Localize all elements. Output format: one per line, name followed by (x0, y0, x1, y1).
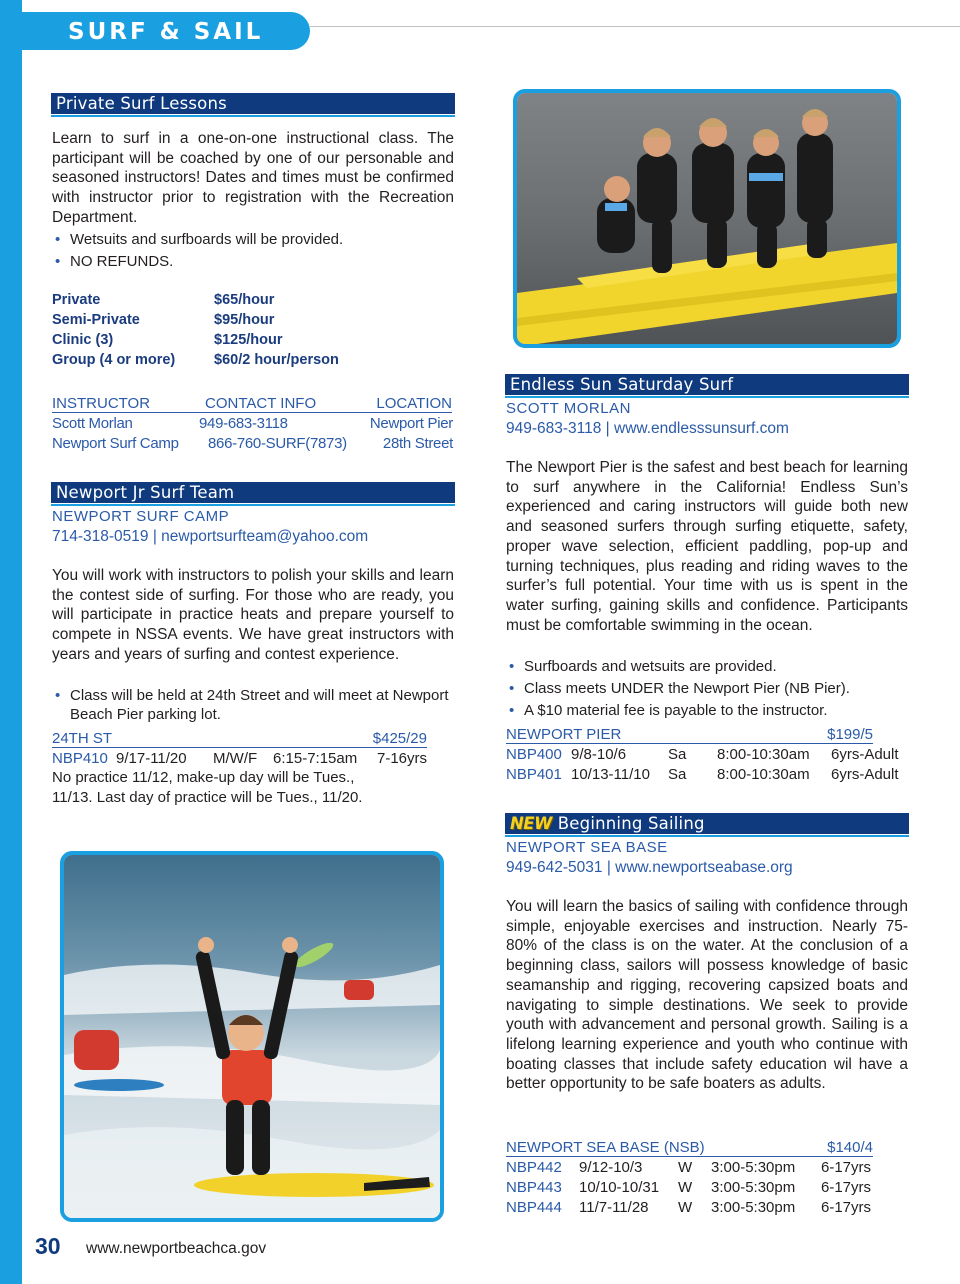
col-instructor: INSTRUCTOR (52, 395, 151, 412)
course-time: 3:00-5:30pm (711, 1179, 796, 1196)
instructor-table-header (52, 394, 452, 413)
course-code: NBP443 (506, 1179, 562, 1196)
price-label-group: Group (4 or more) (52, 352, 176, 368)
jr-bullet-location: • Class will be held at 24th Street and will meet at Newport Beach Pier parking lot. (52, 686, 454, 724)
instructor-location: Newport Pier (369, 415, 453, 432)
endless-contact: 949-683-3118 | www.endlesssunsurf.com (506, 420, 789, 437)
private-bullet-refunds: • NO REFUNDS. (52, 252, 452, 271)
instructor-location: 28th Street (382, 435, 453, 452)
footer-website[interactable]: www.newportbeachca.gov (86, 1240, 267, 1257)
course-dates: 9/12-10/3 (579, 1159, 643, 1176)
course-days: Sa (668, 766, 687, 783)
page-edge-bar (0, 0, 22, 1284)
course-time: 3:00-5:30pm (711, 1199, 796, 1216)
course-days: W (678, 1159, 693, 1176)
course-code: NBP410 (52, 750, 108, 767)
course-time: 8:00-10:30am (717, 766, 810, 783)
beginning-sailing-title: Beginning Sailing (557, 814, 705, 833)
price-label-private: Private (52, 292, 101, 308)
course-dates: 9/8-10/6 (571, 746, 627, 763)
jr-fee: $425/29 (372, 730, 427, 747)
endless-bullet-meeting: • Class meets UNDER the Newport Pier (NB Pier). (506, 679, 908, 698)
sailing-fee: $140/4 (827, 1139, 873, 1156)
instructor-name: Scott Morlan (52, 415, 133, 432)
price-value-group: $60/2 hour/person (214, 352, 339, 368)
young-surfer-photo (60, 851, 444, 1222)
surf-lesson-group-photo (513, 89, 901, 348)
jr-fee-row (52, 729, 427, 748)
endless-provider: SCOTT MORLAN (506, 400, 631, 417)
course-ages: 6-17yrs (821, 1159, 872, 1176)
course-dates: 10/10-10/31 (579, 1179, 660, 1196)
course-code: NBP444 (506, 1199, 562, 1216)
col-location: LOCATION (376, 395, 452, 412)
private-lessons-heading: Private Surf Lessons (51, 93, 455, 114)
course-ages: 7-16yrs (377, 750, 428, 767)
course-dates: 9/17-11/20 (116, 750, 187, 767)
new-badge: NEW (510, 814, 552, 833)
jr-note: 11/13. Last day of practice will be Tues., 11/20. (52, 789, 363, 806)
price-label-clinic: Clinic (3) (52, 332, 114, 348)
course-days: W (678, 1179, 693, 1196)
course-dates: 11/7-11/28 (579, 1199, 649, 1216)
instructor-phone: 949-683-3118 (199, 415, 288, 432)
page-number: 30 (35, 1233, 61, 1259)
sailing-description: You will learn the basics of sailing with confidence through simple, enjoyable exercises and instruction. Nearly 75-80% of the class is on the water. At the conclusion of a beginning class, sailors will possess knowledge of basic seamanship and rigging, recovering capsized boats and navigating to simple destinations. We seek to provide youth with advancement and personal growth. Sailing is a lifelong learning experience and youth who continue with boating classes that include safety education wil have a better opportunity to be safe boaters as adults. (506, 898, 908, 1093)
endless-location-label: NEWPORT PIER (506, 726, 622, 743)
course-time: 3:00-5:30pm (711, 1159, 796, 1176)
jr-provider: NEWPORT SURF CAMP (52, 508, 230, 525)
col-contact-info: CONTACT INFO (205, 395, 317, 412)
price-label-semi-private: Semi-Private (52, 312, 140, 328)
instructor-name: Newport Surf Camp (52, 435, 179, 452)
jr-surf-team-heading: Newport Jr Surf Team (51, 482, 455, 503)
jr-contact: 714-318-0519 | newportsurfteam@yahoo.com (52, 528, 369, 545)
course-days: M/W/F (213, 750, 258, 767)
sailing-fee-row (506, 1138, 873, 1157)
beginning-sailing-heading (505, 813, 909, 834)
course-ages: 6-17yrs (821, 1199, 872, 1216)
endless-bullet-fee: • A $10 material fee is payable to the instructor. (506, 701, 908, 720)
header-divider (310, 26, 960, 27)
page-section-title: SURF & SAIL (68, 19, 264, 45)
endless-fee-row (506, 725, 873, 744)
endless-fee: $199/5 (827, 726, 873, 743)
price-value-private: $65/hour (214, 292, 275, 308)
course-time: 8:00-10:30am (717, 746, 810, 763)
course-ages: 6yrs-Adult (831, 766, 899, 783)
jr-location-label: 24TH ST (52, 730, 113, 747)
private-lessons-description: Learn to surf in a one-on-one instructional class. The participant will be coached by one of our personable and seasoned instructors! Dates and times must be confirmed with instructor prior to registration with the Recreation Department. (52, 130, 454, 226)
endless-description: The Newport Pier is the safest and best beach for learning to surf anywhere in the California! Endless Sun’s experienced and caring instructors will guide both new and seasoned surfers through surfing etiquette, safety, proper wave selection, efficient paddling, pop-up and turning techniques, plus reading and riding waves to the surfer’s full potential. Your time with us is spent in the water surfing, gaining skills and confidence. Participants must be comfortable swimming in the ocean. (506, 459, 908, 634)
sailing-location-label: NEWPORT SEA BASE (NSB) (506, 1139, 705, 1156)
price-value-clinic: $125/hour (214, 332, 283, 348)
endless-bullet-boards: • Surfboards and wetsuits are provided. (506, 657, 908, 676)
price-value-semi-private: $95/hour (214, 312, 275, 328)
jr-description: You will work with instructors to polish your skills and learn the contest side of surfing. For those who are ready, you will participate in practice heats and prepare yourself to compete in NSSA events. We have great instructors with years and years of surfing and contest experience. (52, 567, 454, 663)
instructor-phone: 866-760-SURF(7873) (208, 435, 347, 452)
sailing-contact: 949-642-5031 | www.newportseabase.org (506, 859, 793, 876)
course-ages: 6yrs-Adult (831, 746, 899, 763)
course-code: NBP400 (506, 746, 562, 763)
endless-sun-heading: Endless Sun Saturday Surf (505, 374, 909, 395)
private-bullet-wetsuits: • Wetsuits and surfboards will be provided. (52, 230, 452, 249)
course-days: Sa (668, 746, 687, 763)
course-days: W (678, 1199, 693, 1216)
course-code: NBP401 (506, 766, 562, 783)
course-dates: 10/13-11/10 (571, 766, 650, 783)
sailing-provider: NEWPORT SEA BASE (506, 839, 668, 856)
course-code: NBP442 (506, 1159, 562, 1176)
course-time: 6:15-7:15am (273, 750, 358, 767)
jr-note: No practice 11/12, make-up day will be Tues., (52, 769, 355, 786)
course-ages: 6-17yrs (821, 1179, 872, 1196)
